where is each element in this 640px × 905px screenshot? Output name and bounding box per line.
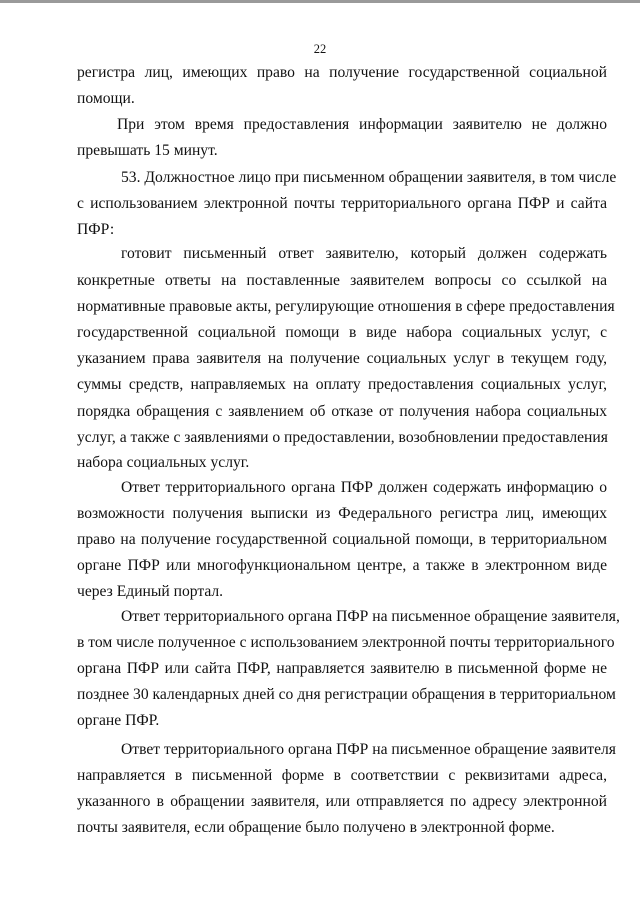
text-line: Ответ территориального органа ПФР на письменное обращение заявителя,	[121, 608, 620, 625]
page-number: 22	[313, 42, 327, 56]
text-line: право на получение государственной социальной помощи, в территориальном	[77, 531, 607, 548]
text-line: порядка обращения с заявлением об отказе от получения набора социальных	[77, 403, 607, 420]
text-line: органе ПФР.	[77, 712, 160, 729]
text-line: органа ПФР или сайта ПФР, направляется заявителю в письменной форме не	[77, 660, 607, 677]
text-line: почты заявителя, если обращение было получено в электронной форме.	[77, 819, 555, 836]
text-line: услуг, а также с заявлениями о предоставлении, возобновлении предоставления	[77, 429, 608, 446]
text-line: в том числе полученное с использованием электронной почты территориального	[77, 634, 615, 651]
text-line: готовит письменный ответ заявителю, который должен содержать	[121, 245, 607, 262]
text-line: с использованием электронной почты территориального органа ПФР и сайта	[77, 195, 607, 212]
text-line: Ответ территориального органа ПФР должен содержать информацию о	[121, 479, 607, 496]
text-line: помощи.	[77, 90, 135, 107]
text-line: позднее 30 календарных дней со дня регистрации обращения в территориальном	[77, 686, 616, 703]
text-line: конкретные ответы на поставленные заявителем вопросы со ссылкой на	[77, 272, 607, 289]
scan-top-edge	[0, 0, 640, 3]
text-line: 53. Должностное лицо при письменном обращении заявителя, в том числе	[121, 169, 617, 186]
text-line: набора социальных услуг.	[77, 454, 250, 471]
text-line: направляется в письменной форме в соответствии с реквизитами адреса,	[77, 767, 607, 784]
text-line: суммы средств, направляемых на оплату предоставления социальных услуг,	[77, 376, 607, 393]
text-line: указанного в обращении заявителя, или отправляется по адресу электронной	[77, 793, 607, 810]
text-line: регистра лиц, имеющих право на получение государственной социальной	[77, 64, 607, 81]
text-line: государственной социальной помощи в виде набора социальных услуг, с	[77, 324, 607, 341]
text-line: Ответ территориального органа ПФР на письменное обращение заявителя	[121, 741, 616, 758]
text-line: нормативные правовые акты, регулирующие отношения в сфере предоставления	[77, 298, 615, 315]
text-line: органе ПФР или многофункциональном центре, а также в электронном виде	[77, 557, 607, 574]
text-line: превышать 15 минут.	[77, 142, 218, 159]
text-line: указанием права заявителя на получение социальных услуг в текущем году,	[77, 350, 607, 367]
text-line: При этом время предоставления информации заявителю не должно	[117, 116, 607, 133]
text-line: через Единый портал.	[77, 583, 224, 600]
text-line: ПФР:	[77, 221, 115, 238]
text-line: возможности получения выписки из Федерального регистра лиц, имеющих	[77, 505, 607, 522]
